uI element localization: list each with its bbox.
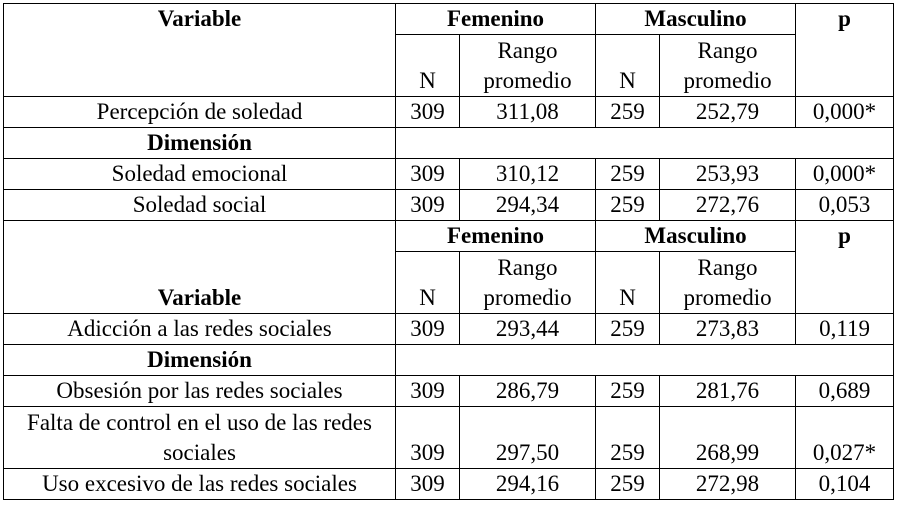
row-n-femenino: 309 xyxy=(396,376,460,407)
row-n-femenino: 309 xyxy=(396,407,460,469)
table-row xyxy=(4,97,894,128)
row-rango-masculino: 273,83 xyxy=(660,314,796,345)
row-n-masculino: 259 xyxy=(596,469,660,500)
row-variable: Uso excesivo de las redes sociales xyxy=(4,469,396,500)
header-masculino-2: Masculino xyxy=(596,221,796,252)
row-p: 0,000* xyxy=(796,97,894,128)
dimension-label-2: Dimensión xyxy=(4,345,396,376)
dimension-empty xyxy=(396,128,894,159)
row-n-masculino: 259 xyxy=(596,159,660,190)
row-p: 0,000* xyxy=(796,159,894,190)
row-variable: Falta de control en el uso de las redes sociales xyxy=(4,407,396,469)
header-rango-femenino: Rango promedio xyxy=(460,35,596,97)
row-rango-femenino: 310,12 xyxy=(460,159,596,190)
row-n-femenino: 309 xyxy=(396,314,460,345)
row-p: 0,119 xyxy=(796,314,894,345)
row-n-femenino: 309 xyxy=(396,159,460,190)
header-n-femenino-2: N xyxy=(396,252,460,314)
row-rango-femenino: 297,50 xyxy=(460,407,596,469)
header-p-2: p xyxy=(796,221,894,314)
row-variable: Adicción a las redes sociales xyxy=(4,314,396,345)
row-n-femenino: 309 xyxy=(396,469,460,500)
header-n-masculino: N xyxy=(596,35,660,97)
row-n-masculino: 259 xyxy=(596,314,660,345)
row-rango-femenino: 286,79 xyxy=(460,376,596,407)
row-rango-masculino: 281,76 xyxy=(660,376,796,407)
row-rango-masculino: 252,79 xyxy=(660,97,796,128)
table-row xyxy=(4,376,894,407)
header-masculino: Masculino xyxy=(596,4,796,35)
header-p: p xyxy=(796,4,894,97)
row-n-femenino: 309 xyxy=(396,97,460,128)
table-row xyxy=(4,407,894,469)
row-rango-femenino: 294,34 xyxy=(460,190,596,221)
table-row xyxy=(4,190,894,221)
comparison-table xyxy=(3,3,894,500)
row-variable: Percepción de soledad xyxy=(4,97,396,128)
dimension-label: Dimensión xyxy=(4,128,396,159)
dimension-empty-2 xyxy=(396,345,894,376)
header-variable-2: Variable xyxy=(4,221,396,314)
row-p: 0,027* xyxy=(796,407,894,469)
row-variable: Soledad social xyxy=(4,190,396,221)
header-femenino: Femenino xyxy=(396,4,596,35)
header-variable: Variable xyxy=(4,4,396,97)
row-rango-masculino: 253,93 xyxy=(660,159,796,190)
row-p: 0,689 xyxy=(796,376,894,407)
row-n-masculino: 259 xyxy=(596,407,660,469)
row-n-masculino: 259 xyxy=(596,97,660,128)
row-n-masculino: 259 xyxy=(596,190,660,221)
row-n-femenino: 309 xyxy=(396,190,460,221)
table-row xyxy=(4,159,894,190)
table-row xyxy=(4,469,894,500)
header-n-femenino: N xyxy=(396,35,460,97)
row-rango-femenino: 294,16 xyxy=(460,469,596,500)
row-rango-femenino: 293,44 xyxy=(460,314,596,345)
header-rango-masculino: Rango promedio xyxy=(660,35,796,97)
row-rango-masculino: 268,99 xyxy=(660,407,796,469)
header-rango-masculino-2: Rango promedio xyxy=(660,252,796,314)
row-p: 0,104 xyxy=(796,469,894,500)
row-rango-masculino: 272,76 xyxy=(660,190,796,221)
table-row xyxy=(4,314,894,345)
row-p: 0,053 xyxy=(796,190,894,221)
row-variable: Obsesión por las redes sociales xyxy=(4,376,396,407)
row-rango-masculino: 272,98 xyxy=(660,469,796,500)
header-femenino-2: Femenino xyxy=(396,221,596,252)
row-n-masculino: 259 xyxy=(596,376,660,407)
row-variable: Soledad emocional xyxy=(4,159,396,190)
header-rango-femenino-2: Rango promedio xyxy=(460,252,596,314)
header-n-masculino-2: N xyxy=(596,252,660,314)
row-rango-femenino: 311,08 xyxy=(460,97,596,128)
